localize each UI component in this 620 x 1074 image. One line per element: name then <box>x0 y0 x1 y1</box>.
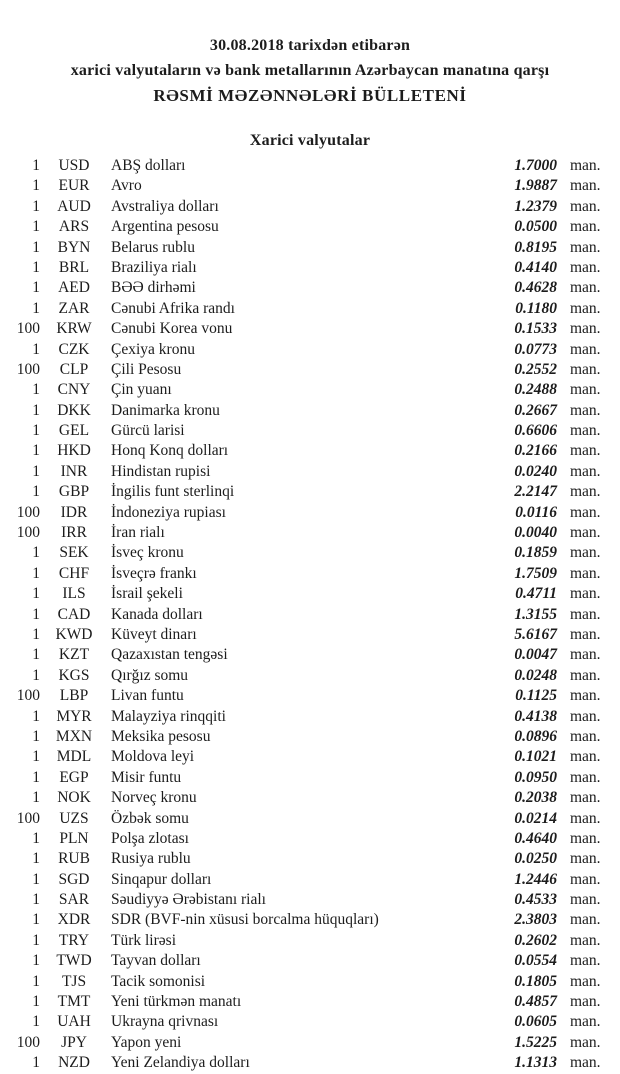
currency-quantity: 100 <box>16 809 40 827</box>
bulletin-header <box>0 33 620 108</box>
currency-code: INR <box>60 462 88 480</box>
currency-code: LBP <box>59 687 89 705</box>
currency-row <box>0 238 620 258</box>
currency-row <box>0 340 620 360</box>
bulletin-title: RƏSMİ MƏZƏNNƏLƏRİ BÜLLETENİ <box>153 86 467 105</box>
currency-code: MDL <box>56 748 92 766</box>
currency-unit: man. <box>570 524 601 542</box>
currency-unit: man. <box>570 646 601 664</box>
currency-quantity: 100 <box>16 503 40 521</box>
currency-unit: man. <box>570 687 601 705</box>
currency-name: Misir funtu <box>111 768 182 786</box>
currency-unit: man. <box>570 1033 601 1051</box>
currency-row <box>0 666 620 686</box>
currency-unit: man. <box>570 727 601 745</box>
currency-code: KZT <box>58 646 90 664</box>
currency-row <box>0 992 620 1012</box>
currency-name: İran rialı <box>111 524 165 542</box>
currency-rate: 0.4138 <box>514 707 557 725</box>
currency-name: Cənubi Afrika randı <box>111 299 235 317</box>
currency-name: Belarus rublu <box>111 238 195 256</box>
currency-name: Kanada dolları <box>111 605 203 623</box>
currency-row <box>0 217 620 237</box>
currency-code: CNY <box>57 381 91 399</box>
currency-quantity: 1 <box>32 1054 40 1072</box>
currency-quantity: 1 <box>32 299 40 317</box>
currency-unit: man. <box>570 809 601 827</box>
currency-code: SAR <box>58 891 90 909</box>
currency-quantity: 1 <box>32 952 40 970</box>
currency-quantity: 1 <box>32 218 40 236</box>
bulletin-subtitle: xarici valyutaların və bank metallarının Azərbaycan manatına qarşı <box>70 62 550 79</box>
currency-code: RUB <box>58 850 90 868</box>
currency-name: Türk lirəsi <box>111 931 176 949</box>
currency-row <box>0 258 620 278</box>
currency-rate: 0.1125 <box>515 687 557 705</box>
currency-quantity: 1 <box>32 850 40 868</box>
currency-row <box>0 319 620 339</box>
currency-row <box>0 1053 620 1073</box>
currency-code: HKD <box>57 442 91 460</box>
currency-code: SGD <box>58 870 90 888</box>
currency-unit: man. <box>570 279 601 297</box>
currency-quantity: 1 <box>32 544 40 562</box>
currency-code: MXN <box>55 727 93 745</box>
currency-row <box>0 747 620 767</box>
currency-rate: 0.0116 <box>515 503 557 521</box>
currency-row <box>0 951 620 971</box>
currency-quantity: 1 <box>32 829 40 847</box>
currency-name: Argentina pesosu <box>111 218 219 236</box>
currency-name: Rusiya rublu <box>111 850 191 868</box>
currency-rate: 0.0500 <box>514 218 557 236</box>
currency-code: TJS <box>61 972 87 990</box>
currency-unit: man. <box>570 238 601 256</box>
currency-unit: man. <box>570 177 601 195</box>
currency-code: GBP <box>58 483 90 501</box>
currency-quantity: 1 <box>32 891 40 909</box>
currency-name: Gürcü larisi <box>111 422 185 440</box>
currency-quantity: 1 <box>32 911 40 929</box>
currency-unit: man. <box>570 381 601 399</box>
currency-name: İndoneziya rupiası <box>111 503 226 521</box>
currency-rates-table <box>0 156 620 1074</box>
currency-name: İsveçrə frankı <box>111 564 197 582</box>
currency-name: Danimarka kronu <box>111 401 220 419</box>
currency-name: Küveyt dinarı <box>111 625 197 643</box>
currency-code: CZK <box>58 340 90 358</box>
currency-quantity: 1 <box>32 483 40 501</box>
currency-rate: 0.4533 <box>514 891 557 909</box>
currency-rate: 0.0240 <box>514 462 557 480</box>
currency-rate: 0.2166 <box>514 442 557 460</box>
currency-unit: man. <box>570 891 601 909</box>
currency-unit: man. <box>570 605 601 623</box>
currency-row <box>0 645 620 665</box>
currency-unit: man. <box>570 442 601 460</box>
currency-row <box>0 788 620 808</box>
currency-rate: 5.6167 <box>514 625 557 643</box>
currency-name: Yeni Zelandiya dolları <box>111 1054 250 1072</box>
currency-row <box>0 482 620 502</box>
currency-name: Cənubi Korea vonu <box>111 320 233 338</box>
currency-name: BƏƏ dirhəmi <box>111 279 196 297</box>
currency-quantity: 100 <box>16 687 40 705</box>
currency-row <box>0 278 620 298</box>
currency-row <box>0 503 620 523</box>
currency-quantity: 1 <box>32 625 40 643</box>
currency-rate: 0.2667 <box>514 401 557 419</box>
currency-rate: 1.1313 <box>514 1054 557 1072</box>
currency-code: TRY <box>58 931 90 949</box>
currency-rate: 1.7000 <box>514 157 557 174</box>
currency-row <box>0 197 620 217</box>
currency-name: Yeni türkmən manatı <box>111 993 242 1011</box>
currency-code: GEL <box>58 422 90 440</box>
bulletin-date-line: 30.08.2018 tarixdən etibarən <box>209 37 411 54</box>
currency-code: ARS <box>58 218 90 236</box>
currency-rate: 0.0248 <box>514 666 557 684</box>
currency-unit: man. <box>570 748 601 766</box>
currency-name: Braziliya rialı <box>111 258 197 276</box>
currency-row <box>0 870 620 890</box>
currency-code: JPY <box>61 1033 87 1051</box>
currency-quantity: 1 <box>32 605 40 623</box>
currency-code: CAD <box>57 605 91 623</box>
currency-rate: 0.8195 <box>514 238 557 256</box>
currency-row <box>0 543 620 563</box>
currency-quantity: 1 <box>32 381 40 399</box>
currency-row <box>0 809 620 829</box>
currency-row <box>0 727 620 747</box>
currency-name: Malayziya rinqqiti <box>111 707 226 725</box>
currency-rate: 1.2446 <box>514 870 557 888</box>
currency-code: IRR <box>61 524 87 542</box>
section-title-foreign-currencies: Xarici valyutalar <box>249 132 371 149</box>
currency-code: CHF <box>58 564 90 582</box>
currency-code: TWD <box>56 952 92 970</box>
currency-rate: 0.2602 <box>514 931 557 949</box>
currency-name: Çexiya kronu <box>111 340 195 358</box>
currency-quantity: 1 <box>32 238 40 256</box>
currency-unit: man. <box>570 870 601 888</box>
currency-quantity: 1 <box>32 585 40 603</box>
currency-row <box>0 910 620 930</box>
currency-rate: 0.1021 <box>514 748 557 766</box>
currency-rate: 0.0773 <box>514 340 557 358</box>
currency-unit: man. <box>570 564 601 582</box>
currency-unit: man. <box>570 197 601 215</box>
currency-rate: 0.2552 <box>514 360 557 378</box>
currency-row <box>0 1012 620 1032</box>
currency-name: Meksika pesosu <box>111 727 211 745</box>
currency-code: NOK <box>57 789 91 807</box>
currency-code: CLP <box>59 360 89 378</box>
currency-rate: 0.4140 <box>514 258 557 276</box>
currency-rate: 0.6606 <box>514 422 557 440</box>
currency-quantity: 1 <box>32 157 40 174</box>
currency-row <box>0 156 620 176</box>
currency-name: Çin yuanı <box>111 381 172 399</box>
currency-code: UAH <box>57 1013 91 1031</box>
currency-name: Ukrayna qrivnası <box>111 1013 219 1031</box>
currency-code: KGS <box>58 666 90 684</box>
currency-row <box>0 686 620 706</box>
currency-code: NZD <box>58 1054 90 1072</box>
currency-row <box>0 972 620 992</box>
currency-unit: man. <box>570 299 601 317</box>
currency-quantity: 1 <box>32 993 40 1011</box>
currency-quantity: 1 <box>32 197 40 215</box>
currency-row <box>0 605 620 625</box>
currency-unit: man. <box>570 462 601 480</box>
currency-rate: 0.1180 <box>515 299 557 317</box>
currency-unit: man. <box>570 340 601 358</box>
currency-code: EUR <box>58 177 90 195</box>
currency-rate: 0.0250 <box>514 850 557 868</box>
currency-name: İngilis funt sterlinqi <box>111 483 235 501</box>
currency-quantity: 1 <box>32 768 40 786</box>
currency-unit: man. <box>570 1054 601 1072</box>
currency-row <box>0 299 620 319</box>
currency-name: Avro <box>111 177 142 195</box>
currency-name: Avstraliya dolları <box>111 197 219 215</box>
currency-quantity: 1 <box>32 870 40 888</box>
currency-row <box>0 441 620 461</box>
currency-rate: 0.4711 <box>515 585 557 603</box>
currency-name: ABŞ dolları <box>111 157 186 174</box>
currency-quantity: 100 <box>16 360 40 378</box>
currency-row <box>0 1033 620 1053</box>
currency-code: USD <box>58 157 90 174</box>
currency-code: AUD <box>57 197 91 215</box>
currency-row <box>0 849 620 869</box>
currency-unit: man. <box>570 707 601 725</box>
currency-name: Çili Pesosu <box>111 360 182 378</box>
currency-name: İsrail şekeli <box>111 585 183 603</box>
currency-rate: 0.0605 <box>514 1013 557 1031</box>
currency-unit: man. <box>570 850 601 868</box>
currency-quantity: 100 <box>16 524 40 542</box>
currency-row <box>0 890 620 910</box>
currency-code: XDR <box>57 911 91 929</box>
currency-name: Norveç kronu <box>111 789 197 807</box>
currency-quantity: 100 <box>16 1033 40 1051</box>
currency-unit: man. <box>570 258 601 276</box>
currency-code: AED <box>58 279 90 297</box>
currency-quantity: 1 <box>32 789 40 807</box>
currency-name: Livan funtu <box>111 687 184 705</box>
currency-quantity: 1 <box>32 462 40 480</box>
currency-unit: man. <box>570 544 601 562</box>
currency-unit: man. <box>570 911 601 929</box>
currency-rate: 0.0047 <box>514 646 557 664</box>
currency-quantity: 1 <box>32 972 40 990</box>
currency-name: SDR (BVF-nin xüsusi borcalma hüquqları) <box>111 911 379 929</box>
currency-code: MYR <box>56 707 92 725</box>
currency-quantity: 1 <box>32 748 40 766</box>
currency-quantity: 1 <box>32 727 40 745</box>
currency-name: Sinqapur dolları <box>111 870 212 888</box>
currency-name: İsveç kronu <box>111 544 184 562</box>
currency-rate: 0.0214 <box>514 809 557 827</box>
currency-code: BRL <box>58 258 90 276</box>
currency-rate: 0.1533 <box>514 320 557 338</box>
currency-rate: 0.0040 <box>514 524 557 542</box>
currency-code: DKK <box>57 401 91 419</box>
currency-quantity: 1 <box>32 177 40 195</box>
currency-rate: 0.0554 <box>514 952 557 970</box>
currency-quantity: 1 <box>32 340 40 358</box>
currency-unit: man. <box>570 218 601 236</box>
currency-rate: 0.4857 <box>514 993 557 1011</box>
currency-rate: 1.9887 <box>514 177 557 195</box>
currency-quantity: 1 <box>32 646 40 664</box>
currency-rate: 0.4640 <box>514 829 557 847</box>
currency-rate: 0.2038 <box>514 789 557 807</box>
currency-unit: man. <box>570 483 601 501</box>
currency-rate: 0.0950 <box>514 768 557 786</box>
currency-quantity: 1 <box>32 422 40 440</box>
currency-unit: man. <box>570 157 601 174</box>
currency-code: ZAR <box>58 299 90 317</box>
currency-code: KRW <box>56 320 92 338</box>
currency-name: Polşa zlotası <box>111 829 189 847</box>
currency-code: SEK <box>59 544 89 562</box>
currency-rate: 1.5225 <box>514 1033 557 1051</box>
currency-code: EGP <box>59 768 89 786</box>
currency-name: Honq Konq dolları <box>111 442 229 460</box>
currency-name: Hindistan rupisi <box>111 462 211 480</box>
currency-unit: man. <box>570 952 601 970</box>
currency-code: TMT <box>57 993 91 1011</box>
currency-rate: 1.7509 <box>514 564 557 582</box>
currency-name: Özbək somu <box>111 809 189 827</box>
currency-row <box>0 176 620 196</box>
currency-quantity: 1 <box>32 564 40 582</box>
currency-name: Qazaxıstan tengəsi <box>111 646 228 664</box>
currency-row <box>0 401 620 421</box>
currency-rate: 0.4628 <box>514 279 557 297</box>
currency-quantity: 1 <box>32 1013 40 1031</box>
currency-unit: man. <box>570 625 601 643</box>
currency-unit: man. <box>570 768 601 786</box>
currency-unit: man. <box>570 585 601 603</box>
currency-name: Moldova leyi <box>111 748 195 766</box>
currency-code: BYN <box>57 238 91 256</box>
currency-name: Yapon yeni <box>111 1033 182 1051</box>
currency-quantity: 1 <box>32 931 40 949</box>
currency-unit: man. <box>570 666 601 684</box>
currency-quantity: 1 <box>32 279 40 297</box>
currency-code: PLN <box>59 829 89 847</box>
currency-quantity: 1 <box>32 258 40 276</box>
currency-unit: man. <box>570 360 601 378</box>
currency-rate: 1.2379 <box>514 197 557 215</box>
currency-row <box>0 707 620 727</box>
currency-unit: man. <box>570 829 601 847</box>
currency-code: KWD <box>55 625 93 643</box>
currency-unit: man. <box>570 320 601 338</box>
currency-quantity: 100 <box>16 320 40 338</box>
currency-unit: man. <box>570 972 601 990</box>
currency-row <box>0 523 620 543</box>
currency-name: Tayvan dolları <box>111 952 201 970</box>
currency-row <box>0 768 620 788</box>
currency-rate: 0.2488 <box>514 381 557 399</box>
currency-rate: 0.1859 <box>514 544 557 562</box>
currency-rate: 0.0896 <box>514 727 557 745</box>
currency-unit: man. <box>570 789 601 807</box>
currency-unit: man. <box>570 931 601 949</box>
currency-rate: 2.2147 <box>514 483 557 501</box>
currency-row <box>0 931 620 951</box>
currency-unit: man. <box>570 1013 601 1031</box>
currency-unit: man. <box>570 993 601 1011</box>
currency-rate: 1.3155 <box>514 605 557 623</box>
currency-rate: 2.3803 <box>514 911 557 929</box>
currency-unit: man. <box>570 503 601 521</box>
currency-row <box>0 829 620 849</box>
currency-name: Qırğız somu <box>111 666 189 684</box>
currency-code: ILS <box>62 585 86 603</box>
currency-unit: man. <box>570 401 601 419</box>
currency-name: Tacik somonisi <box>111 972 206 990</box>
currency-code: IDR <box>60 503 88 521</box>
currency-name: Səudiyyə Ərəbistanı rialı <box>111 891 266 909</box>
currency-quantity: 1 <box>32 707 40 725</box>
currency-quantity: 1 <box>32 442 40 460</box>
currency-quantity: 1 <box>32 666 40 684</box>
currency-quantity: 1 <box>32 401 40 419</box>
currency-row <box>0 360 620 380</box>
currency-row <box>0 584 620 604</box>
currency-unit: man. <box>570 422 601 440</box>
currency-row <box>0 462 620 482</box>
currency-rate: 0.1805 <box>514 972 557 990</box>
currency-row <box>0 421 620 441</box>
currency-row <box>0 625 620 645</box>
currency-code: UZS <box>59 809 89 827</box>
currency-row <box>0 564 620 584</box>
currency-row <box>0 380 620 400</box>
